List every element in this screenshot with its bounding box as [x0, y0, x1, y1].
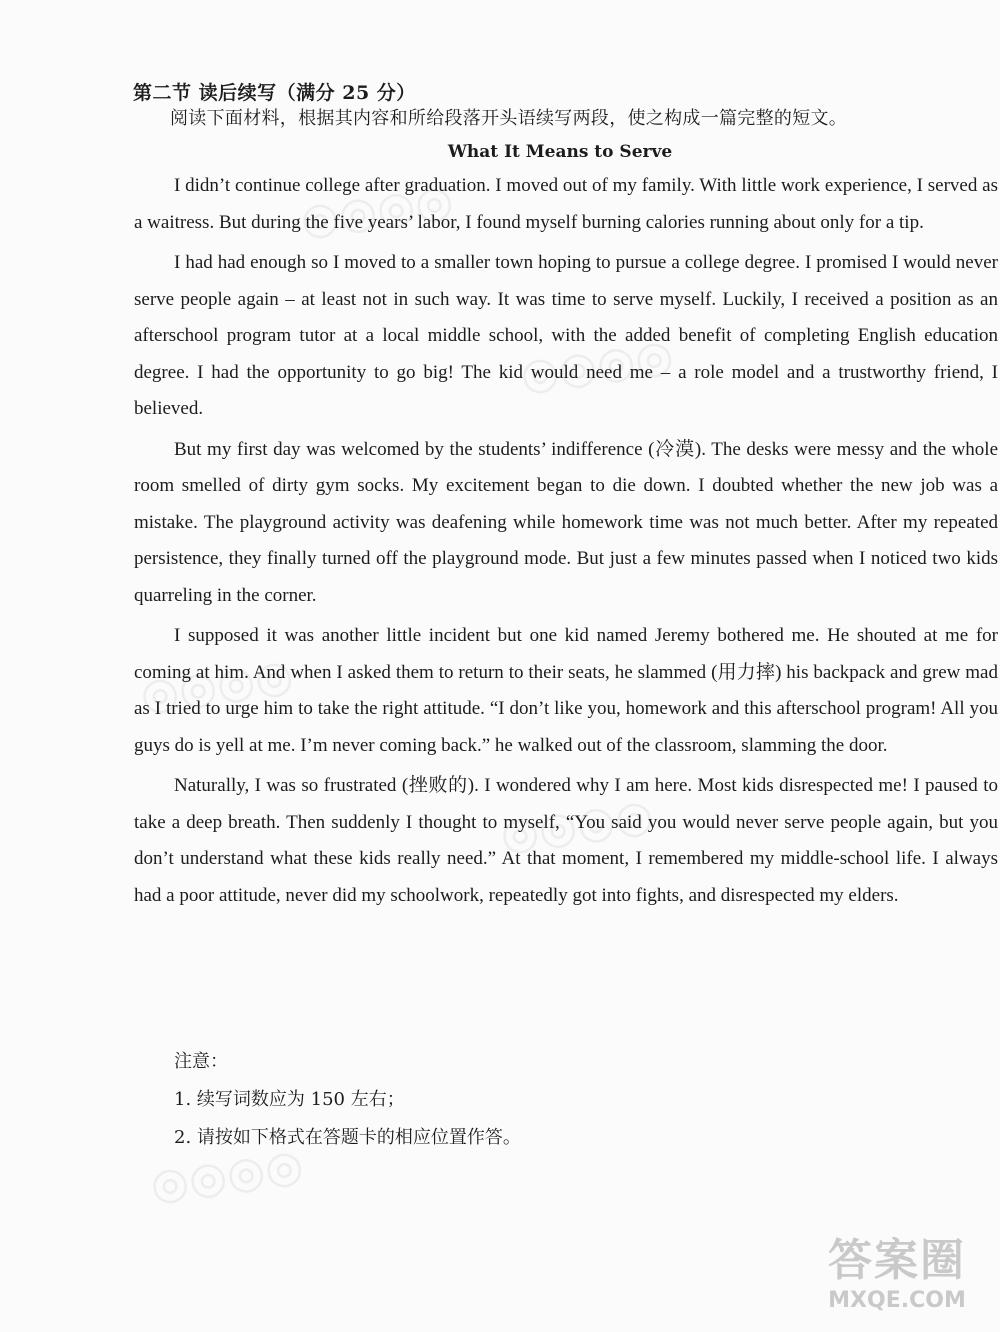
- instruction-text: 阅读下面材料，根据其内容和所给段落开头语续写两段，使之构成一篇完整的短文。: [170, 108, 848, 129]
- passage-paragraph: I had had enough so I moved to a smaller town hoping to pursue a college degree. I promised I would never serve people again – at least not in such way. It was time to serve myself. Luckily, I received a position as an afterschool program tutor at a local middle school, with the added benefit of completing English education degree. I had the opportunity to go big! The kid would need me – a role model and a trustworthy friend, I believed.: [134, 252, 998, 419]
- section-heading: 第二节 读后续写（满分 25 分）: [133, 82, 416, 104]
- watermark: ◎◎◎◎: [497, 789, 657, 862]
- watermark: ◎◎◎◎: [517, 329, 677, 402]
- passage-paragraph: Naturally, I was so frustrated (挫败的). I wondered why I am here. Most kids disrespected me! I paused to take a deep breath. Then suddenly I thought to myself, “You said you would never serve people again, but you don’t understand what these kids really need.” At that moment, I remembered my middle-school life. I always had a poor attitude, never did my schoolwork, repeatedly got into fights, and disrespected my elders.: [134, 775, 998, 906]
- passage-paragraph: I supposed it was another little incident but one kid named Jeremy bothered me. He shouted at me for coming at him. And when I asked them to return to their seats, he slammed (用力摔) his backpack and grew mad as I tried to urge him to take the right attitude. “I don’t like you, homework and this afterschool program! All you guys do is yell at me. I’m never coming back.” he walked out of the classroom, slamming the door.: [134, 625, 998, 756]
- passage-paragraph: I didn’t continue college after graduation. I moved out of my family. With little work experience, I served as a waitress. But during the five years’ labor, I found myself burning calories running about only for a tip.: [134, 175, 998, 233]
- notes-label: 注意：: [174, 1051, 228, 1072]
- brand-logo: [812, 1224, 982, 1324]
- note-item: 2. 请按如下格式在答题卡的相应位置作答。: [174, 1127, 521, 1148]
- notes-section: [174, 1043, 521, 1157]
- passage-body: [134, 168, 998, 918]
- logo-mark: 答案圈: [828, 1235, 966, 1286]
- passage-paragraph: But my first day was welcomed by the students’ indifference (冷漠). The desks were messy and the whole room smelled of dirty gym socks. My excitement began to die down. I doubted whether the new job was a mistake. The playground activity was deafening while homework time was not much better. After my repeated persistence, they finally turned off the playground mode. But just a few minutes passed when I noticed two kids quarreling in the corner.: [134, 438, 998, 606]
- note-item: 1. 续写词数应为 150 左右；: [174, 1089, 405, 1110]
- watermark: ◎◎◎◎: [137, 649, 297, 722]
- passage-title: What It Means to Serve: [447, 142, 673, 162]
- watermark: ◎◎◎◎: [297, 174, 457, 247]
- watermark: ◎◎◎◎: [147, 1139, 307, 1212]
- logo-url: MXQE.COM: [828, 1288, 966, 1313]
